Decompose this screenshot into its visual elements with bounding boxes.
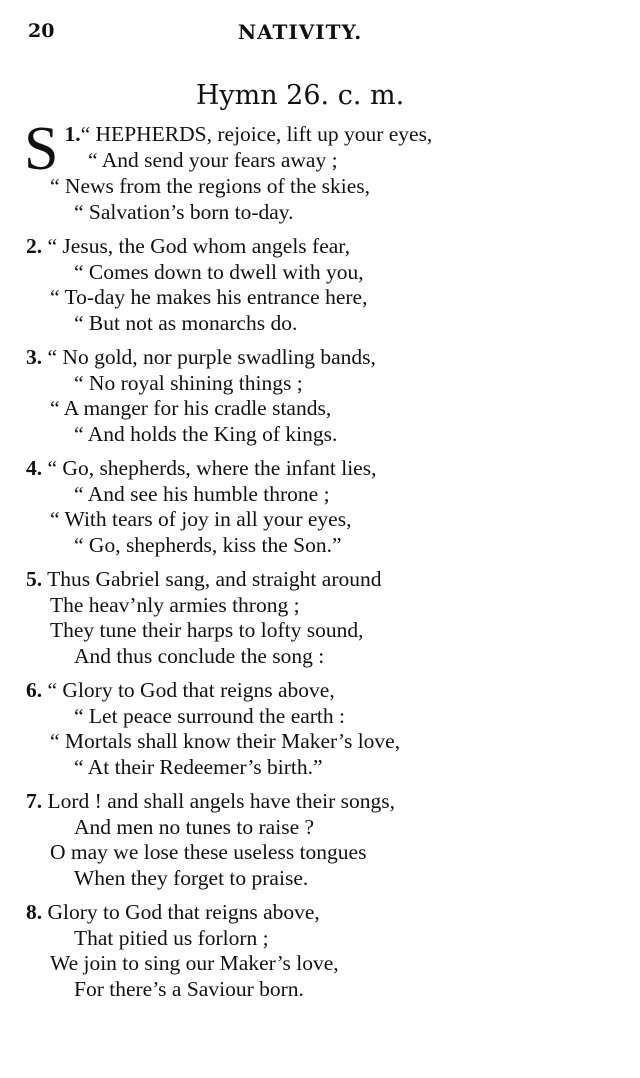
stanza-8: [26, 900, 626, 1002]
stanza-number: 3.: [26, 345, 43, 369]
verse-line: They tune their harps to lofty sound,: [50, 618, 364, 642]
verse-line: Lord ! and shall angels have their songs,: [47, 789, 395, 813]
verse-line: “ Go, shepherds, kiss the Son.”: [74, 532, 342, 557]
verse-line: And men no tunes to raise ?: [74, 814, 315, 839]
verse-line: That pitied us forlorn ;: [74, 925, 269, 950]
verse-line: The heav’nly armies throng ;: [50, 592, 300, 617]
page-number: 20: [28, 20, 55, 42]
verse-line: “ Mortals shall know their Maker’s love,: [50, 729, 401, 753]
verse-line: “ And see his humble throne ;: [74, 481, 330, 506]
hymn-title: Hymn 26. c. m.: [195, 80, 405, 111]
stanza-number: 2.: [26, 234, 43, 258]
stanza-number: 6.: [26, 678, 43, 702]
verse-line: “ No royal shining things ;: [74, 370, 303, 395]
drop-cap: S: [24, 115, 59, 183]
stanza-5: [26, 567, 626, 669]
stanza-2: [26, 234, 626, 336]
verse-line: “ To-day he makes his entrance here,: [50, 285, 368, 309]
verse-line: “ Comes down to dwell with you,: [74, 259, 364, 284]
stanza-1: [24, 115, 626, 225]
verse-line: “ At their Redeemer’s birth.”: [74, 754, 323, 779]
verse-line: “ Let peace surround the earth :: [74, 703, 346, 728]
stanza-3: [26, 345, 626, 447]
verse-line: “ Jesus, the God whom angels fear,: [47, 234, 350, 258]
stanza-6: [26, 678, 626, 780]
verse-line: “ A manger for his cradle stands,: [50, 396, 332, 420]
verse-line: “ Go, shepherds, where the infant lies,: [47, 456, 377, 480]
verse-line: When they forget to praise.: [74, 865, 309, 890]
stanza-7: [26, 789, 626, 891]
open-quote: “: [80, 122, 91, 146]
verse-line: For there’s a Saviour born.: [74, 976, 304, 1001]
stanza-number: 5.: [26, 567, 43, 591]
verse-line: HEPHERDS, rejoice, lift up your eyes,: [95, 122, 433, 146]
verse-line: “ And holds the King of kings.: [74, 421, 338, 446]
verse-line: “ News from the regions of the skies,: [50, 174, 371, 198]
verse-line: We join to sing our Maker’s love,: [50, 951, 339, 975]
verse-line: “ Glory to God that reigns above,: [47, 678, 335, 702]
verse-line: “ With tears of joy in all your eyes,: [50, 507, 352, 531]
stanza-4: [26, 456, 626, 558]
verse-line: “ No gold, nor purple swadling bands,: [47, 345, 376, 369]
stanza-number: 1.: [64, 122, 81, 146]
stanza-number: 4.: [26, 456, 43, 480]
verse-line: Thus Gabriel sang, and straight around: [47, 567, 382, 591]
verse-line: And thus conclude the song :: [74, 643, 325, 668]
verse-line: “ Salvation’s born to-day.: [74, 199, 294, 224]
verse-line: “ But not as monarchs do.: [74, 310, 298, 335]
verse-line: “ And send your fears away ;: [88, 147, 338, 172]
stanza-number: 8.: [26, 900, 43, 924]
running-head: NATIVITY.: [237, 20, 363, 44]
stanza-number: 7.: [26, 789, 43, 813]
hymn-text: [24, 115, 626, 1011]
verse-line: O may we lose these useless tongues: [50, 840, 367, 864]
verse-line: Glory to God that reigns above,: [47, 900, 320, 924]
